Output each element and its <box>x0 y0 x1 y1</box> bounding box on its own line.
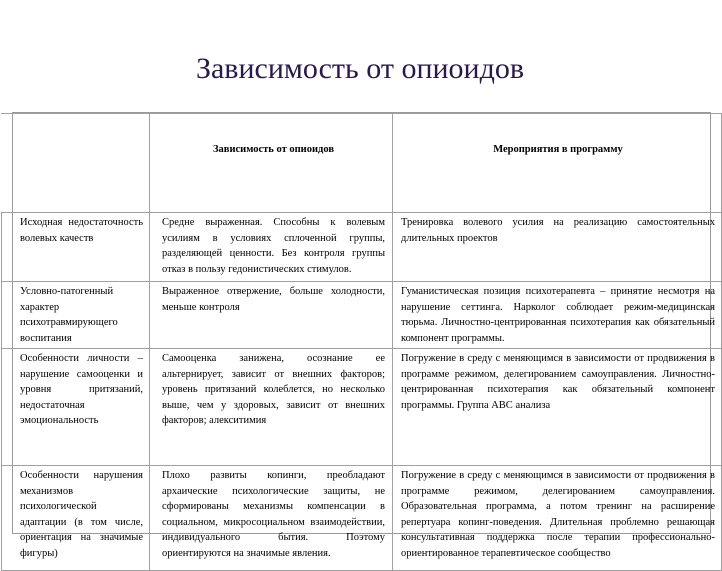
header-cell-empty <box>2 114 150 213</box>
row-measures-cell: Погружение в среду с меняющимся в зависимости от продвижения в программе режимом, делегированием самоуправления. Личностно-центрированная психотерапия как обязательный компонент программы. Группа АВС анализа <box>393 349 722 466</box>
header-cell-opioid-dependence: Зависимость от опиоидов <box>150 114 393 213</box>
row-dependence-cell: Выраженное отвержение, больше холодности, меньше контроля <box>150 282 393 349</box>
table-row <box>2 466 722 571</box>
row-dependence-cell: Плохо развиты копинги, преобладают архаические психологические защиты, не сформированы механизмы компенсации в социальном, микросоциальном взаимодействии, индивидуального бытия. Поэтому ориентируются на значимые явления. <box>150 466 393 571</box>
table-row <box>2 349 722 466</box>
row-measures-cell: Гуманистическая позиция психотерапевта – принятие несмотря на нарушение сеттинга. Нарколог соблюдает режим-медицинская тюрьма. Личностно-центрированная психотерапия как обязательный компонент программы. <box>393 282 722 349</box>
table-row <box>2 213 722 282</box>
row-dependence-cell: Самооценка занижена, осознание ее альтернирует, зависит от внешних факторов; уровень притязаний колеблется, но несколько выше, чем у здоровых, зависит от внешних факторов; алекситимия <box>150 349 393 466</box>
row-factor-cell: Особенности нарушения механизмов психологической адаптации (в том числе, ориентация на значимые фигуры) <box>2 466 150 571</box>
table-row <box>2 282 722 349</box>
row-measures-cell: Тренировка волевого усилия на реализацию самостоятельных длительных проектов <box>393 213 722 282</box>
table-header-row <box>2 114 722 213</box>
row-factor-cell: Условно-патогенный характер психотравмирующего воспитания <box>2 282 150 349</box>
header-cell-program-measures: Мероприятия в программу <box>393 114 722 213</box>
row-factor-cell: Исходная недостаточность волевых качеств <box>2 213 150 282</box>
comparison-table <box>1 113 722 571</box>
slide-title: Зависимость от опиоидов <box>195 52 525 85</box>
row-dependence-cell: Средне выраженная. Способны к волевым усилиям в условиях сплоченной группы, разделяющей ценности. Без контроля группы отказ в пользу гедонистических стимулов. <box>150 213 393 282</box>
table-container <box>12 112 715 559</box>
row-measures-cell: Погружение в среду с меняющимся в зависимости от продвижения в программе режимом, делегированием самоуправления. Образовательная программа, а потом тренинг на расширение репертуара копинг-поведения. Длительная проблемно решающая консультативная поддержка после терапии профессионально-ориентированное терапевтическое сообщество <box>393 466 722 571</box>
row-factor-cell: Особенности личности – нарушение самооценки и уровня притязаний, недостаточная эмоциональность <box>2 349 150 466</box>
